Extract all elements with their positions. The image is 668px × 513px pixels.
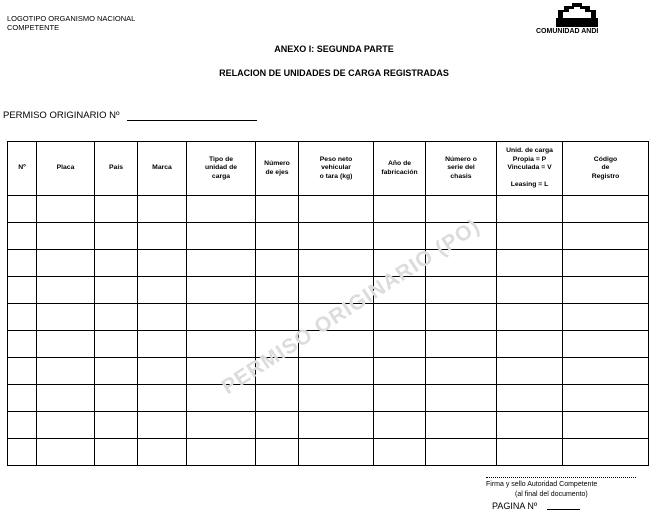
table-cell[interactable] [426,412,497,439]
table-cell[interactable] [95,331,138,358]
table-cell[interactable] [497,358,563,385]
table-cell[interactable] [138,385,187,412]
table-cell[interactable] [95,412,138,439]
table-cell[interactable] [426,439,497,466]
table-cell[interactable] [8,277,37,304]
table-cell[interactable] [8,250,37,277]
table-cell[interactable] [374,304,426,331]
table-cell[interactable] [497,412,563,439]
table-cell[interactable] [187,304,256,331]
organismo-logo-placeholder: LOGOTIPO ORGANISMO NACIONAL COMPETENTE [7,14,136,32]
table-cell[interactable] [497,196,563,223]
column-header-label: Marca [152,164,172,172]
column-header-label: Peso neto vehicular o tara (kg) [319,155,353,180]
table-row [8,439,649,466]
table-row [8,358,649,385]
table-cell[interactable] [256,223,299,250]
table-cell[interactable] [563,223,649,250]
table-cell[interactable] [374,439,426,466]
table-cell[interactable] [187,250,256,277]
table-cell[interactable] [187,331,256,358]
document-subtitle: RELACION DE UNIDADES DE CARGA REGISTRADAS [219,68,449,78]
table-cell[interactable] [95,250,138,277]
table-cell[interactable] [563,250,649,277]
comunidad-andina-label: COMUNIDAD ANDI [536,28,599,35]
table-cell[interactable] [8,439,37,466]
table-cell[interactable] [138,358,187,385]
table-cell[interactable] [299,412,374,439]
table-cell[interactable] [95,385,138,412]
table-row [8,196,649,223]
column-header-label: Tipo de unidad de carga [204,155,238,180]
column-header-label: Año de fabricación [381,160,418,176]
column-header [299,142,374,196]
table-cell[interactable] [563,358,649,385]
table-row [8,277,649,304]
table-cell[interactable] [138,412,187,439]
table-cell[interactable] [37,358,95,385]
table-cell[interactable] [8,331,37,358]
table-cell[interactable] [426,358,497,385]
table-cell[interactable] [256,196,299,223]
table-cell[interactable] [95,304,138,331]
table-cell[interactable] [37,439,95,466]
pagina-field[interactable] [547,509,580,510]
table-cell[interactable] [299,223,374,250]
table-cell[interactable] [37,196,95,223]
column-header-label: Nº [18,164,26,172]
column-header [426,142,497,196]
table-cell[interactable] [37,385,95,412]
table-cell[interactable] [299,439,374,466]
table-cell[interactable] [37,304,95,331]
table-cell[interactable] [8,358,37,385]
comunidad-andina-logo-icon [554,2,600,28]
table-cell[interactable] [299,196,374,223]
table-cell[interactable] [138,331,187,358]
table-cell[interactable] [187,223,256,250]
table-cell[interactable] [37,277,95,304]
table-cell[interactable] [497,250,563,277]
table-header-row [8,142,649,196]
table-cell[interactable] [497,304,563,331]
column-header-label: Número de ejes [264,160,290,176]
watermark: PERMISO ORIGINARIO (PO) [217,214,485,399]
table-cell[interactable] [37,250,95,277]
table-cell[interactable] [138,439,187,466]
table-cell[interactable] [256,277,299,304]
permiso-originario-label: PERMISO ORIGINARIO Nº [3,110,120,121]
unidades-carga-table [7,141,649,466]
table-row [8,223,649,250]
table-cell[interactable] [426,385,497,412]
column-header [497,142,563,196]
table-cell[interactable] [187,412,256,439]
column-header [8,142,37,196]
table-cell[interactable] [95,358,138,385]
table-cell[interactable] [37,412,95,439]
table-cell[interactable] [426,331,497,358]
firma-note: (al final del documento) [515,491,588,498]
pagina-label: PAGINA Nº [492,501,538,511]
column-header [37,142,95,196]
table-cell[interactable] [563,304,649,331]
column-header [138,142,187,196]
table-cell[interactable] [299,358,374,385]
table-cell[interactable] [563,277,649,304]
column-header [187,142,256,196]
table-cell[interactable] [37,223,95,250]
table-row [8,250,649,277]
column-header [256,142,299,196]
table-cell[interactable] [95,277,138,304]
table-cell[interactable] [374,412,426,439]
table-cell[interactable] [256,304,299,331]
table-cell[interactable] [138,223,187,250]
table-cell[interactable] [426,196,497,223]
column-header-label: País [109,164,123,172]
table-cell[interactable] [8,412,37,439]
table-cell[interactable] [426,277,497,304]
table-cell[interactable] [187,439,256,466]
firma-label: Firma y sello Autoridad Competente [486,481,598,488]
table-cell[interactable] [497,277,563,304]
table-cell[interactable] [426,304,497,331]
column-header-label: Código de Registro [591,155,620,180]
table-row [8,385,649,412]
table-cell[interactable] [8,304,37,331]
table-cell[interactable] [138,304,187,331]
column-header [563,142,649,196]
table-cell[interactable] [374,196,426,223]
permiso-originario-field[interactable] [127,120,257,121]
table-cell[interactable] [95,223,138,250]
table-cell[interactable] [8,223,37,250]
column-header [95,142,138,196]
column-header-label: Placa [56,164,75,172]
table-cell[interactable] [563,385,649,412]
table-cell[interactable] [374,331,426,358]
table-cell[interactable] [256,439,299,466]
table-cell[interactable] [256,385,299,412]
table-cell[interactable] [563,331,649,358]
table-cell[interactable] [256,250,299,277]
table-cell[interactable] [138,250,187,277]
table-cell[interactable] [497,223,563,250]
table-cell[interactable] [8,385,37,412]
firma-line [486,477,636,478]
table-cell[interactable] [8,196,37,223]
table-cell[interactable] [37,331,95,358]
document-title: ANEXO I: SEGUNDA PARTE [274,44,394,54]
table-cell[interactable] [497,439,563,466]
table-cell[interactable] [187,196,256,223]
table-cell[interactable] [95,439,138,466]
column-header [374,142,426,196]
table-cell[interactable] [563,439,649,466]
table-row [8,412,649,439]
table-cell[interactable] [138,196,187,223]
table-cell[interactable] [138,277,187,304]
table-cell[interactable] [299,250,374,277]
table-cell[interactable] [256,412,299,439]
table-cell[interactable] [563,412,649,439]
table-cell[interactable] [299,385,374,412]
column-header-label: Número o serie del chasis [445,155,477,180]
table-cell[interactable] [374,385,426,412]
table-cell[interactable] [374,358,426,385]
table-cell[interactable] [95,196,138,223]
table-cell[interactable] [563,196,649,223]
table-cell[interactable] [497,331,563,358]
table-cell[interactable] [187,277,256,304]
table-cell[interactable] [374,223,426,250]
table-cell[interactable] [497,385,563,412]
column-header-label: Unid. de carga Propia = P Vinculada = V Leasing = L [506,147,553,189]
